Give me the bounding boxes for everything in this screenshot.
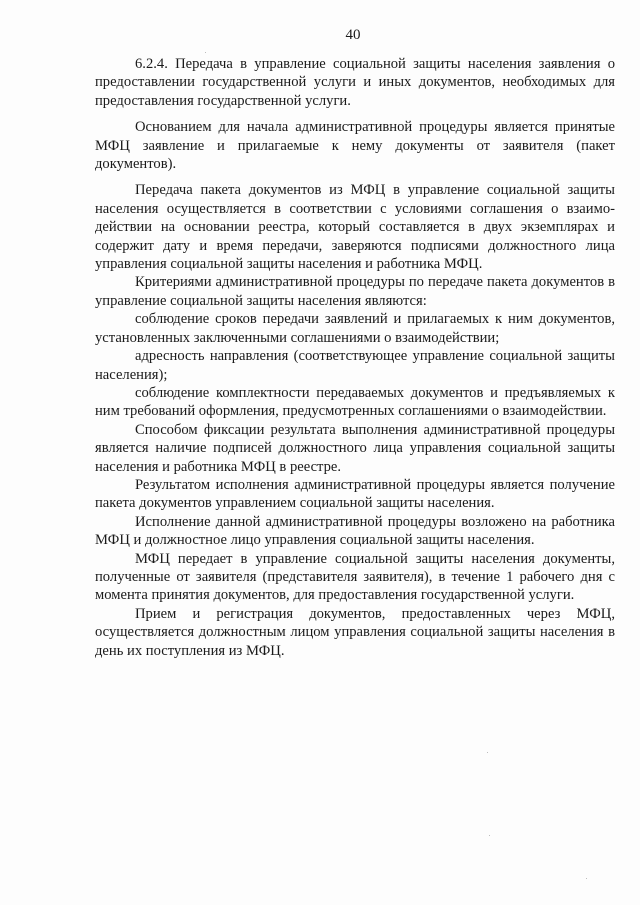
- scan-speck: [586, 878, 587, 879]
- paragraph-section-heading: 6.2.4. Передача в управление социальной защиты населения заявления о предоставлении государственной услуги и иных документов, необходимых для предоставления государственной услуги.: [95, 56, 615, 109]
- paragraph-criteria-deadlines: соблюдение сроков передачи заявлений и прилагаемых к ним документов, установленных заключенными соглашениями о взаимодействии;: [95, 311, 615, 346]
- scan-speck: [487, 752, 488, 753]
- paragraph-criteria-completeness: соблюдение комплектности передаваемых документов и предъявляемых к ним требований оформления, предусмотренных соглашениями о взаимодействии.: [95, 384, 615, 420]
- paragraph-criteria-addressing: адресность направления (соответствующее управление социальной защиты населения);: [95, 348, 615, 383]
- paragraph-result: Результатом исполнения административной процедуры является получение пакета документов управлением социальной защиты населения.: [95, 476, 615, 512]
- page-number: 40: [345, 27, 361, 43]
- document-body: [95, 55, 615, 660]
- scan-speck: [205, 52, 206, 53]
- paragraph-registration: Прием и регистрация документов, предоставленных через МФЦ, осуществляется должностным лицом управления социальной защиты населения в день их поступления из МФЦ.: [95, 605, 615, 659]
- paragraph-mfc-transfer: МФЦ передает в управление социальной защиты населения документы, полученные от заявителя (представителя заявителя), в течение 1 рабочего дня с момента принятия документов, для предоставления государственной услуги.: [95, 550, 615, 604]
- paragraph-fixation: Способом фиксации результата выполнения административной процедуры является наличие подписей должностного лица управления социальной защиты населения и работника МФЦ в реестре.: [95, 421, 615, 475]
- paragraph-transfer: Передача пакета документов из МФЦ в управление социальной защиты населения осуществляется в соответствии с условиями соглашения о взаимодействии на основании реестра, который составляется в двух экземплярах и содержит дату и время передачи, заверяются подписями должностного лица управления социальной защиты населения и работника МФЦ.: [95, 182, 615, 273]
- paragraph-basis: Основанием для начала административной процедуры является принятые МФЦ заявление и прилагаемые к нему документы от заявителя (пакет документов).: [95, 119, 615, 173]
- paragraph-criteria: Критериями административной процедуры по передаче пакета документов в управление социальной защиты населения являются:: [95, 274, 615, 309]
- scan-speck: [489, 835, 490, 836]
- paragraph-execution: Исполнение данной административной процедуры возложено на работника МФЦ и должностное лицо управления социальной защиты населения.: [95, 513, 615, 549]
